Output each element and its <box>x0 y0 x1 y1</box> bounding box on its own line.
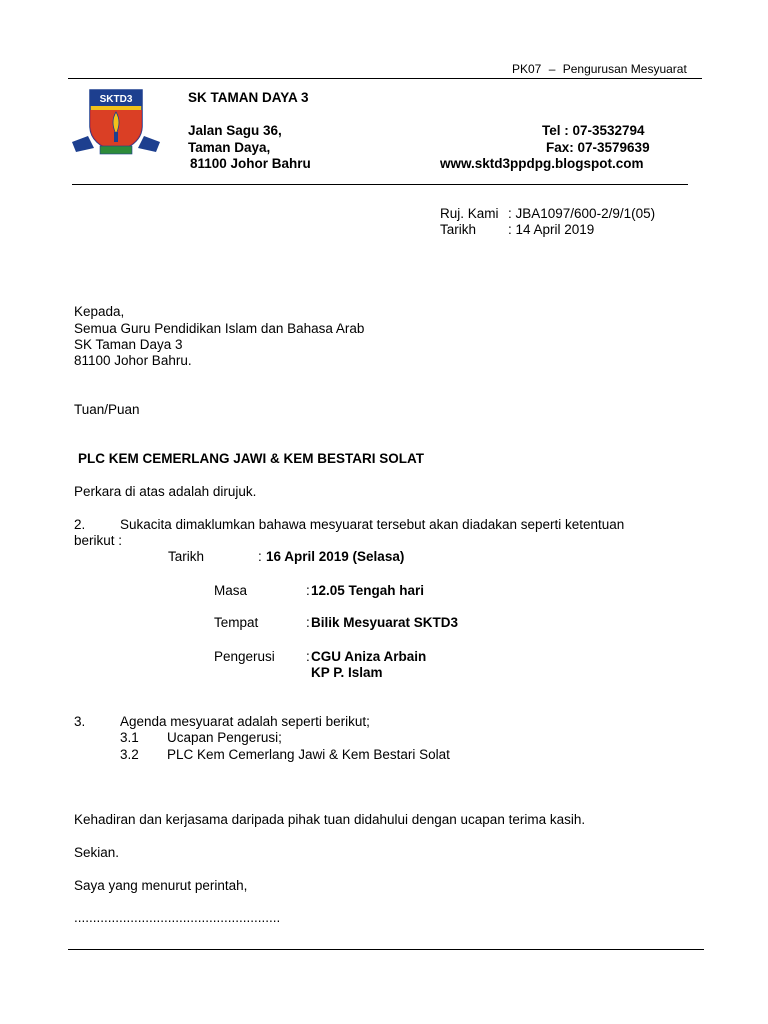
tarikh-value: : 14 April 2019 <box>508 222 595 237</box>
detail-pengerusi-colon: : <box>306 649 310 664</box>
tel-number: Tel : 07-3532794 <box>542 123 645 138</box>
closing-perintah: Saya yang menurut perintah, <box>74 878 248 893</box>
doc-title: Pengurusan Mesyuarat <box>562 62 687 76</box>
address-line-2: Taman Daya, <box>188 140 271 155</box>
signature-line: ....................................................... <box>74 910 281 925</box>
fax-number: Fax: 07-3579639 <box>546 140 650 155</box>
website-link[interactable]: www.sktd3ppdpg.blogspot.com <box>440 156 644 171</box>
tarikh-label: Tarikh <box>440 222 477 237</box>
detail-pengerusi-value-1: CGU Aniza Arbain <box>311 649 427 664</box>
detail-pengerusi-label: Pengerusi <box>214 649 275 664</box>
doc-code: PK07 <box>512 62 542 76</box>
letter-subject: PLC KEM CEMERLANG JAWI & KEM BESTARI SOLAT <box>78 451 425 466</box>
logo-text: SKTD3 <box>99 94 133 105</box>
letterhead-rule <box>72 184 688 185</box>
para-2-line-2: berikut : <box>74 533 123 548</box>
detail-tarikh-colon: : <box>258 549 262 564</box>
agenda-item-2-num: 3.2 <box>120 747 139 762</box>
para-1: Perkara di atas adalah dirujuk. <box>74 484 257 499</box>
closing-thanks: Kehadiran dan kerjasama daripada pihak tuan didahului dengan ucapan terima kasih. <box>74 812 586 827</box>
agenda-item-2-text: PLC Kem Cemerlang Jawi & Kem Bestari Solat <box>167 747 450 762</box>
recipient-line-3: 81100 Johor Bahru. <box>74 353 192 368</box>
recipient-line-2: SK Taman Daya 3 <box>74 337 183 352</box>
detail-pengerusi-value-2: KP P. Islam <box>311 665 383 680</box>
agenda-item-1-text: Ucapan Pengerusi; <box>167 730 282 745</box>
para-2-num: 2. <box>74 517 86 532</box>
ruj-label: Ruj. Kami <box>440 206 499 221</box>
school-name: SK TAMAN DAYA 3 <box>188 90 309 105</box>
greeting: Tuan/Puan <box>74 402 140 417</box>
para-3-num: 3. <box>74 714 86 729</box>
closing-sekian: Sekian. <box>74 845 120 860</box>
footer-rule <box>68 949 704 950</box>
detail-masa-colon: : <box>306 583 310 598</box>
address-line-1: Jalan Sagu 36, <box>188 123 282 138</box>
detail-masa-value: 12.05 Tengah hari <box>311 583 425 598</box>
doc-header <box>512 62 687 76</box>
school-logo <box>70 86 162 158</box>
address-line-3: 81100 Johor Bahru <box>190 156 311 171</box>
recipient-line-1: Semua Guru Pendidikan Islam dan Bahasa Arab <box>74 321 365 336</box>
ruj-value: : JBA1097/600-2/9/1(05) <box>508 206 656 221</box>
detail-tempat-value: Bilik Mesyuarat SKTD3 <box>311 615 459 630</box>
detail-masa-label: Masa <box>214 583 248 598</box>
doc-dash: – <box>548 62 556 76</box>
header-rule <box>68 78 702 79</box>
detail-tarikh-value: 16 April 2019 (Selasa) <box>266 549 405 564</box>
agenda-item-1-num: 3.1 <box>120 730 139 745</box>
para-2-line-1: Sukacita dimaklumkan bahawa mesyuarat tersebut akan diadakan seperti ketentuan <box>120 517 625 532</box>
detail-tempat-label: Tempat <box>214 615 259 630</box>
para-3-text: Agenda mesyuarat adalah seperti berikut; <box>120 714 370 729</box>
recipient-to: Kepada, <box>74 304 125 319</box>
detail-tempat-colon: : <box>306 615 310 630</box>
detail-tarikh-label: Tarikh <box>168 549 205 564</box>
